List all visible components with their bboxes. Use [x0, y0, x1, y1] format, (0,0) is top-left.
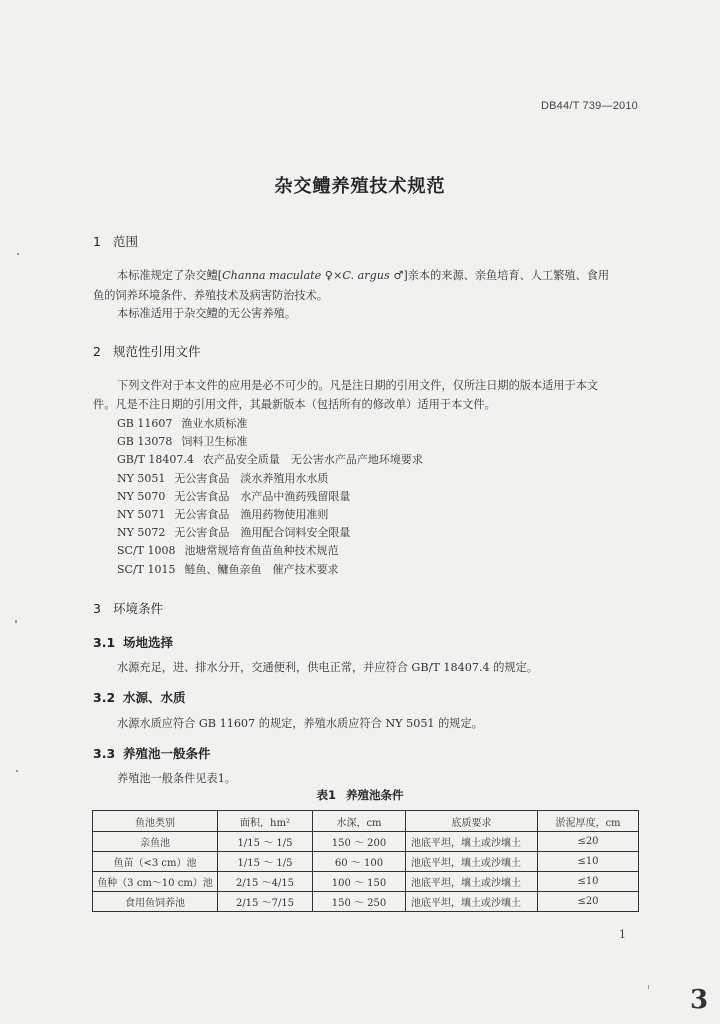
table-header-cell: 底质要求	[406, 811, 538, 832]
reference-item	[117, 470, 328, 486]
reference-title: 鲢鱼、鳙鱼亲鱼 催产技术要求	[184, 562, 339, 576]
table-cell: ≤20	[538, 832, 639, 852]
section-3-1-text: 水源充足，进、排水分开，交通便利，供电正常，并应符合 GB/T 18407.4 的规定。	[117, 661, 538, 674]
section-3-2-text: 水源水质应符合 GB 11607 的规定，养殖水质应符合 NY 5051 的规定。	[117, 717, 483, 730]
pond-conditions-table	[92, 810, 639, 912]
reference-code: GB/T 18407.4	[117, 453, 194, 467]
reference-title: 无公害食品 淡水养殖用水水质	[174, 471, 329, 485]
page-number: 1	[619, 928, 626, 941]
reference-title: 渔业水质标准	[181, 417, 248, 430]
table-header-cell: 水深，cm	[313, 811, 406, 832]
reference-item	[117, 415, 247, 431]
table-cell: 食用鱼饲养池	[93, 892, 218, 912]
table-row	[93, 852, 639, 872]
reference-title: 饲料卫生标准	[181, 435, 248, 449]
section-3-3-heading: 3.3 养殖池一般条件	[93, 746, 211, 761]
scope-paragraph-line2: 鱼的饲养环境条件、养殖技术及病害防治技术。	[93, 289, 328, 302]
table-row	[93, 872, 639, 892]
scope-paragraph-line1: 本标准规定了杂交鳢[Channa maculate ♀×C. argus ♂]亲本的来源、亲鱼培育、人工繁殖、食用	[117, 269, 610, 282]
scan-speck	[15, 620, 17, 623]
reference-item	[117, 506, 328, 522]
table-cell: ≤10	[538, 872, 639, 892]
table-cell: 亲鱼池	[93, 832, 218, 852]
document-number: DB44/T 739—2010	[541, 100, 638, 112]
section-2-heading: 2 规范性引用文件	[93, 344, 201, 359]
table-cell: 100 ～ 150	[313, 872, 406, 892]
table-cell: 鱼苗（<3 cm）池	[93, 852, 218, 872]
table-cell: 池底平坦，壤土或沙壤土	[406, 872, 538, 892]
reference-item	[117, 561, 339, 577]
reference-item	[117, 524, 350, 540]
reference-code: SC/T 1015	[117, 562, 176, 576]
table-cell: 150 ～ 250	[313, 892, 406, 912]
reference-code: GB 11607	[117, 417, 173, 430]
table-header-row	[93, 811, 639, 832]
reference-code: NY 5071	[117, 508, 166, 521]
reference-item	[117, 542, 339, 558]
section-1-heading: 1 范围	[93, 234, 139, 249]
document-title: 杂交鳢养殖技术规范	[274, 176, 446, 197]
table-cell: 池底平坦，壤土或沙壤土	[406, 892, 538, 912]
reference-title: 农产品安全质量 无公害水产品产地环境要求	[202, 453, 423, 467]
reference-code: NY 5070	[117, 489, 166, 503]
table-cell: ≤10	[538, 852, 639, 872]
table-cell: 60 ～ 100	[313, 852, 406, 872]
refs-intro-line2: 件。凡是不注日期的引用文件，其最新版本（包括所有的修改单）适用于本文件。	[93, 398, 496, 411]
table-cell: 2/15 ～4/15	[218, 872, 313, 892]
table-cell: 1/15 ～ 1/5	[218, 852, 313, 872]
table-cell: 池底平坦，壤土或沙壤土	[406, 832, 538, 852]
scan-speck	[648, 985, 649, 989]
section-3-1-heading: 3.1 场地选择	[93, 635, 174, 650]
reference-title: 无公害食品 渔用配合饲料安全限量	[174, 526, 351, 540]
table-body	[93, 832, 639, 912]
reference-title: 无公害食品 渔用药物使用准则	[174, 508, 329, 521]
scope-applicability: 本标准适用于杂交鳢的无公害养殖。	[117, 307, 297, 320]
reference-item	[117, 433, 247, 449]
table-cell: ≤20	[538, 892, 639, 912]
reference-code: NY 5051	[117, 471, 166, 485]
table-row	[93, 832, 639, 852]
table-header-cell: 面积，hm²	[218, 811, 313, 832]
table-cell: 150 ～ 200	[313, 832, 406, 852]
table-header-cell: 淤泥厚度，cm	[538, 811, 639, 832]
reference-code: GB 13078	[117, 435, 173, 449]
reference-code: NY 5072	[117, 526, 166, 540]
table-caption: 表1 养殖池条件	[316, 788, 404, 802]
reference-code: SC/T 1008	[117, 544, 176, 558]
reference-item	[117, 451, 423, 467]
reference-title: 池塘常规培育鱼苗鱼种技术规范	[184, 544, 339, 558]
table-cell: 鱼种（3 cm～10 cm）池	[93, 872, 218, 892]
scan-speck	[17, 253, 19, 255]
table-header-cell: 鱼池类别	[93, 811, 218, 832]
table-cell: 1/15 ～ 1/5	[218, 832, 313, 852]
section-3-heading: 3 环境条件	[93, 601, 164, 616]
table-cell: 池底平坦，壤土或沙壤土	[406, 852, 538, 872]
table-row	[93, 892, 639, 912]
reference-item	[117, 488, 350, 504]
corner-page-number: 3	[690, 985, 709, 1015]
section-3-2-heading: 3.2 水源、水质	[93, 690, 186, 705]
section-3-3-text: 养殖池一般条件见表1。	[117, 772, 236, 785]
scan-speck	[16, 770, 18, 772]
refs-intro-line1: 下列文件对于本文件的应用是必不可少的。凡是注日期的引用文件，仅所注日期的版本适用于本文	[117, 379, 599, 392]
reference-title: 无公害食品 水产品中渔药残留限量	[174, 489, 351, 503]
table-cell: 2/15 ～7/15	[218, 892, 313, 912]
